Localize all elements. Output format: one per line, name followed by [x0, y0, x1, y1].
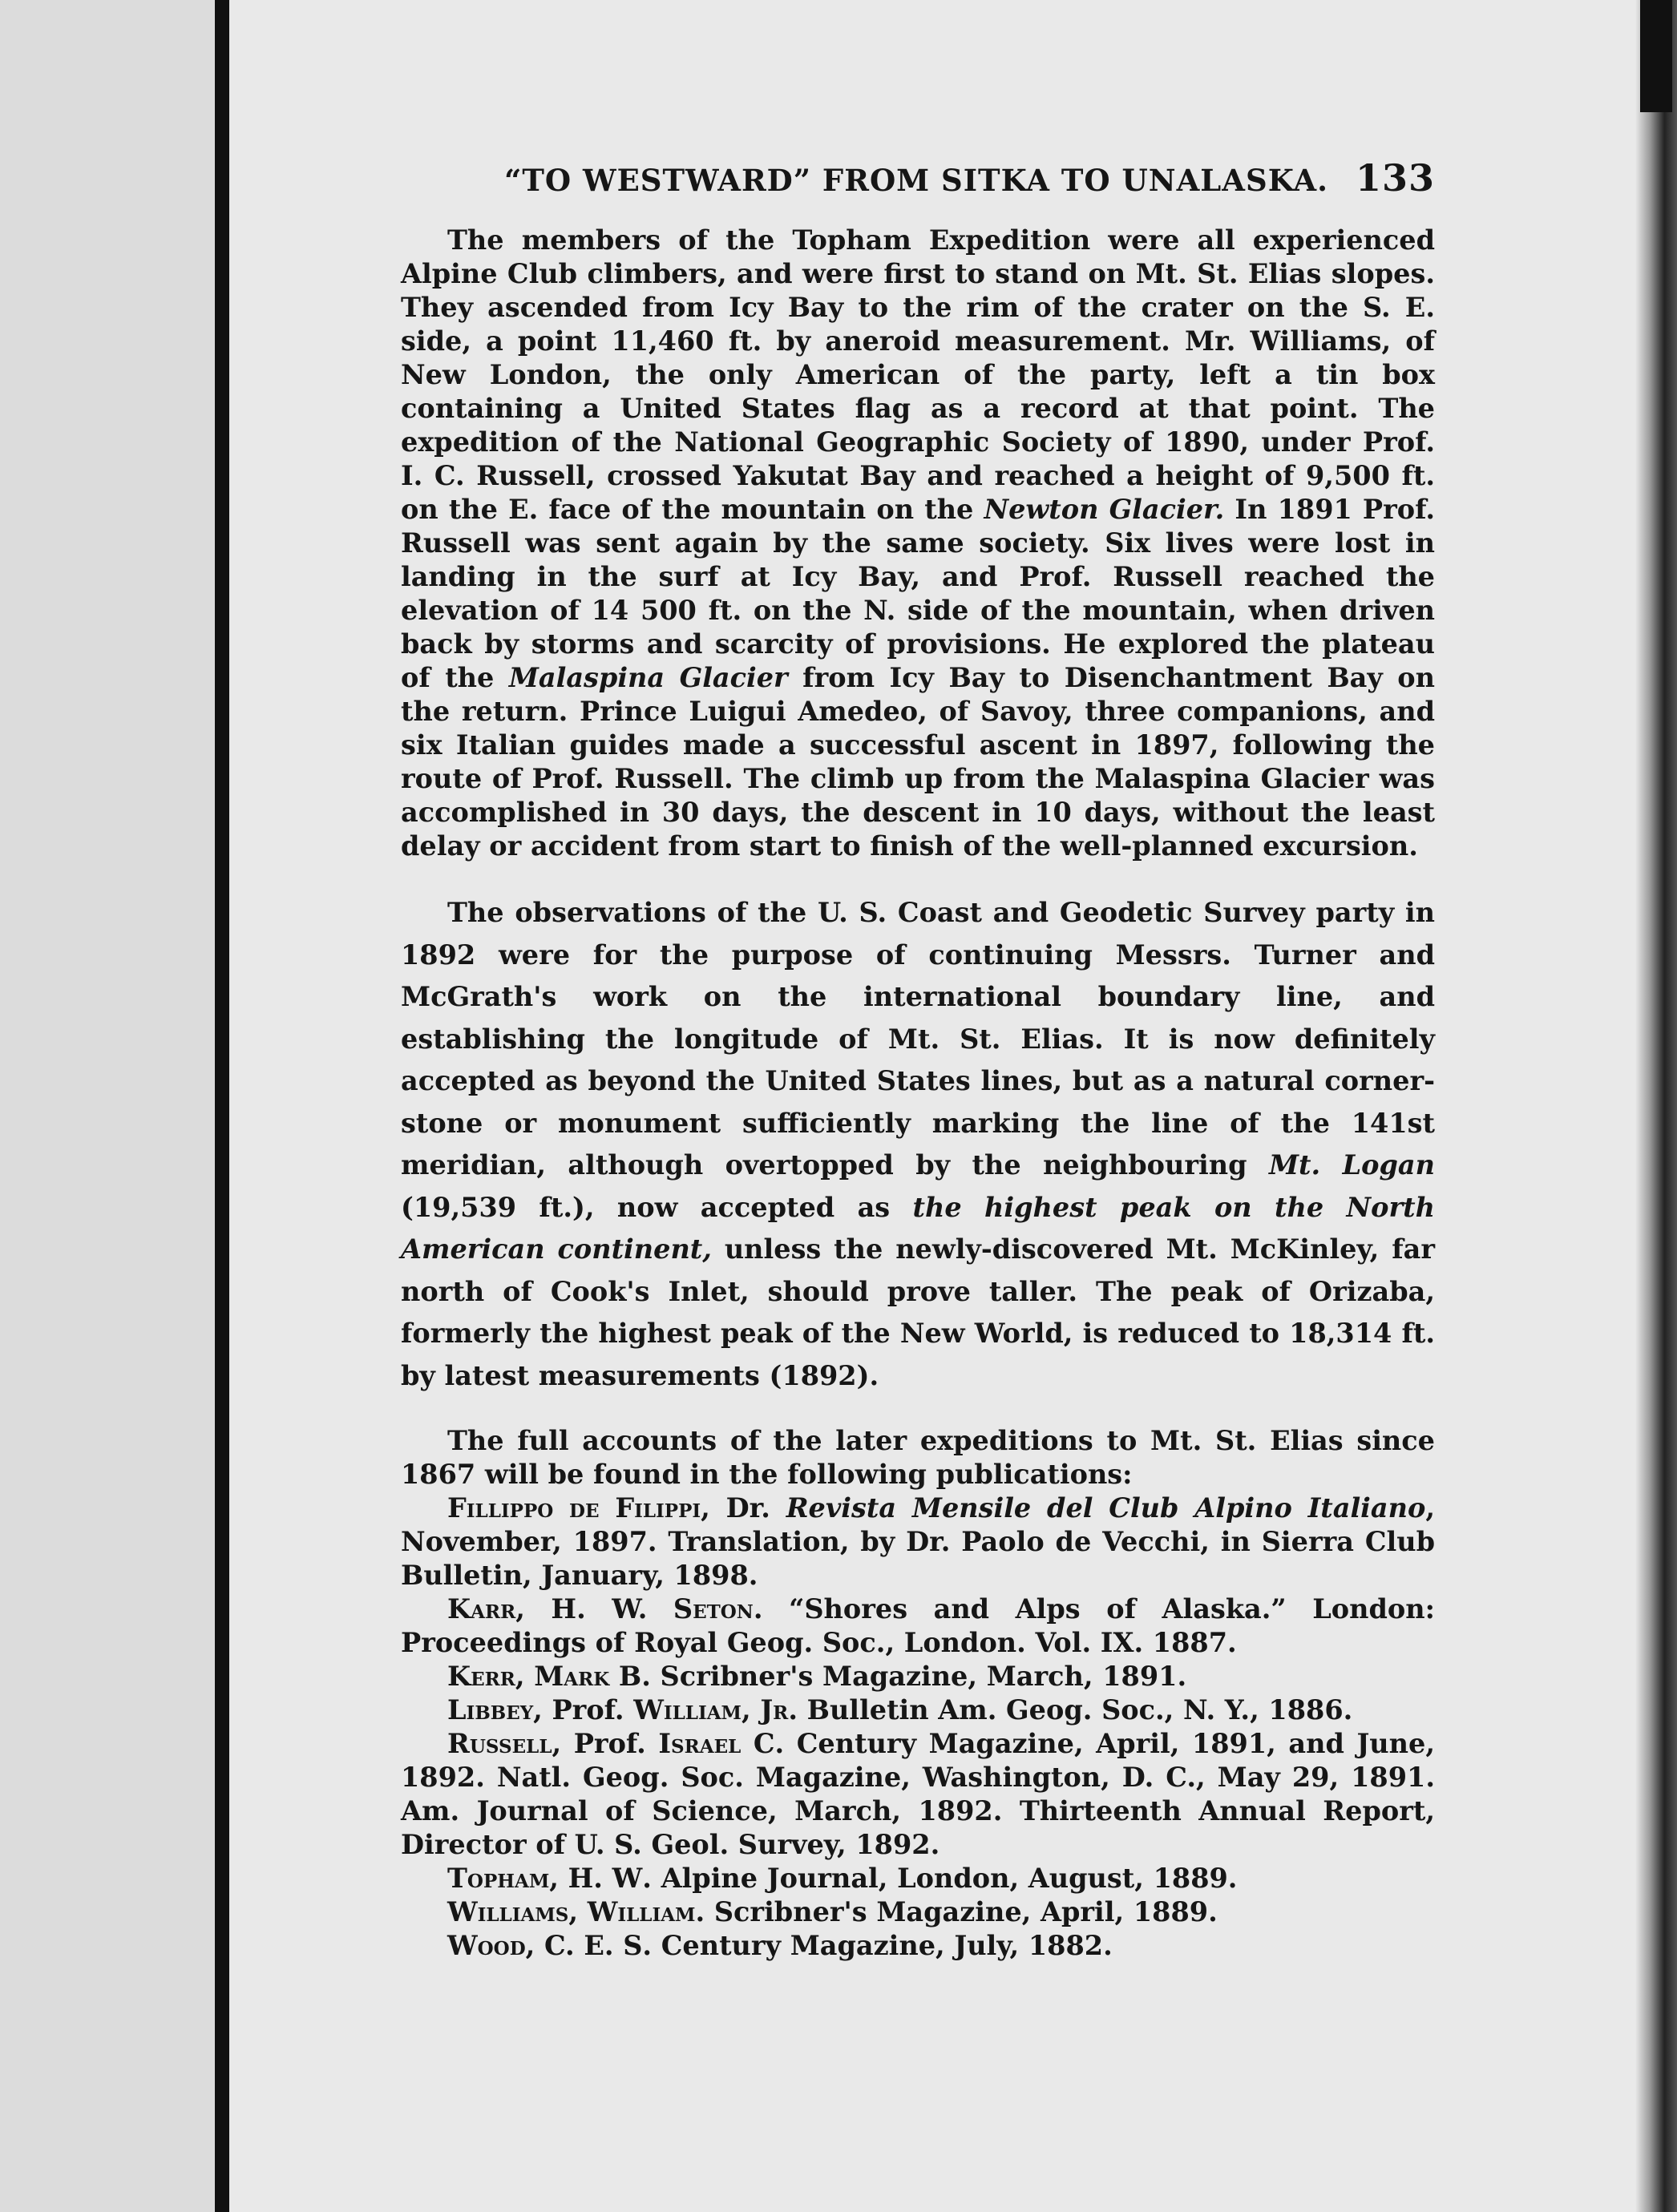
- reference-author: Russell: [447, 1728, 552, 1759]
- paragraph-coast-survey: [401, 892, 1435, 1397]
- reference-author: Libbey: [447, 1694, 534, 1726]
- reference-details: Scribner's Magazine, April, 1889.: [713, 1896, 1218, 1927]
- paragraph-text: The observations of the U. S. Coast and Geodetic Survey party in 1892 were for the purpose of continuing Messrs. Turner and McGrath's work on the international boundary line, and establishing the longitude of Mt. St. Elias. It is now definitely accepted as beyond the United States lines, but as a natural corner-stone or monument sufficiently marking the line of the 141st meridian, although overtopped by the neighbouring: [401, 897, 1435, 1181]
- reference-item: [401, 1929, 1435, 1963]
- reference-details: “Shores and Alps of Alaska.” London: Proceedings of Royal Geog. Soc., London. Vol. IX. 1887.: [401, 1593, 1435, 1658]
- reference-author-suffix: .: [642, 1863, 661, 1894]
- page-number: 133: [1355, 156, 1435, 200]
- reference-list: [401, 1491, 1435, 1963]
- reference-author-suffix: , Dr.: [701, 1492, 786, 1524]
- reference-details: Century Magazine, April, 1891, and June, 1892. Natl. Geog. Soc. Magazine, Washington, D. C., May 29, 1891. Am. Journal of Science, March, 1892. Thirteenth Annual Report, Director of U. S. Geol. Survey, 1892.: [401, 1728, 1435, 1860]
- reference-title: Revista Mensile del Club Alpino Italiano: [786, 1492, 1426, 1524]
- reference-item: [401, 1592, 1435, 1660]
- reference-author-suffix: , Prof.: [533, 1694, 634, 1726]
- reference-item: [401, 1693, 1435, 1727]
- reference-author-suffix: .: [695, 1896, 714, 1927]
- left-margin: [0, 0, 215, 2212]
- running-title: “TO WESTWARD” FROM SITKA TO UNALASKA.: [504, 163, 1328, 198]
- right-page-edge: [1635, 0, 1677, 2212]
- italic-term: Malaspina Glacier: [508, 662, 788, 693]
- reference-author: Topham, H. W: [447, 1863, 643, 1894]
- reference-author: Karr, H. W. Seton: [447, 1593, 754, 1625]
- reference-item: [401, 1895, 1435, 1929]
- italic-term: Newton Glacier.: [984, 494, 1225, 525]
- paragraph-text: from Icy Bay to Disenchantment Bay on the return. Prince Luigui Amedeo, of Savoy, three companions, and six Italian guides made a successful ascent in 1897, following the route of Prof. Russell. The climb up from the Malaspina Glacier was accomplished in 30 days, the descent in 10 days, without the least delay or accident from start to finish of the well-planned excursion.: [401, 662, 1435, 862]
- reference-author-suffix: .: [641, 1661, 661, 1692]
- reference-item: [401, 1660, 1435, 1693]
- reference-author: Kerr, Mark B: [447, 1661, 642, 1692]
- reference-details: Century Magazine, July, 1882.: [661, 1930, 1113, 1961]
- paragraph-text: unless the newly-discovered Mt. McKinley, far north of Cook's Inlet, should prove taller. The peak of Orizaba, formerly the highest peak of the New World, is reduced to 18,314 ft. by latest measurements (1892).: [401, 1233, 1435, 1391]
- running-header: [401, 156, 1435, 200]
- reference-author-given: William, Jr: [633, 1694, 789, 1726]
- reference-author: Wood, C. E. S: [447, 1930, 643, 1961]
- reference-item: [401, 1491, 1435, 1592]
- reference-details: Bulletin Am. Geog. Soc., N. Y., 1886.: [806, 1694, 1353, 1726]
- reference-details: , November, 1897. Translation, by Dr. Paolo de Vecchi, in Sierra Club Bulletin, January, 1898.: [401, 1492, 1435, 1591]
- page-text: [401, 156, 1435, 1963]
- reference-author-suffix: , Prof.: [552, 1728, 659, 1759]
- reference-author-suffix: .: [774, 1728, 797, 1759]
- reference-author-given: Israel C: [658, 1728, 775, 1759]
- paragraph-text: In 1891 Prof. Russell was sent again by the same society. Six lives were lost in landing in the surf at Icy Bay, and Prof. Russell reached the elevation of 14 500 ft. on the N. side of the mountain, when driven back by storms and scarcity of provisions. He explored the plateau of the: [401, 494, 1435, 693]
- right-edge-shadow: [1640, 0, 1672, 112]
- reference-author-suffix: .: [642, 1930, 661, 1961]
- italic-term: Mt. Logan: [1268, 1149, 1435, 1181]
- reference-author-suffix: .: [753, 1593, 790, 1625]
- reference-details: Alpine Journal, London, August, 1889.: [661, 1863, 1238, 1894]
- paragraph-topham-expedition: [401, 224, 1435, 863]
- reference-author-suffix: .: [788, 1694, 807, 1726]
- paragraph-text: (19,539 ft.), now accepted as: [401, 1191, 913, 1223]
- reference-author: Fillippo de Filippi: [447, 1492, 701, 1524]
- book-spine: [215, 0, 229, 2212]
- italic-term: the highest peak on the North American continent,: [401, 1191, 1435, 1265]
- reference-author: Williams, William: [447, 1896, 696, 1927]
- reference-item: [401, 1727, 1435, 1862]
- paragraph-text: The full accounts of the later expeditions to Mt. St. Elias since 1867 will be found in the following publications:: [401, 1425, 1435, 1490]
- paragraph-publications-intro: [401, 1424, 1435, 1491]
- paragraph-text: The members of the Topham Expedition were all experienced Alpine Club climbers, and were first to stand on Mt. St. Elias slopes. They ascended from Icy Bay to the rim of the crater on the S. E. side, a point 11,460 ft. by aneroid measurement. Mr. Williams, of New London, the only American of the party, left a tin box containing a United States flag as a record at that point. The expedition of the National Geographic Society of 1890, under Prof. I. C. Russell, crossed Yakutat Bay and reached a height of 9,500 ft. on the E. face of the mountain on the: [401, 224, 1435, 525]
- reference-details: Scribner's Magazine, March, 1891.: [660, 1661, 1187, 1692]
- reference-item: [401, 1862, 1435, 1895]
